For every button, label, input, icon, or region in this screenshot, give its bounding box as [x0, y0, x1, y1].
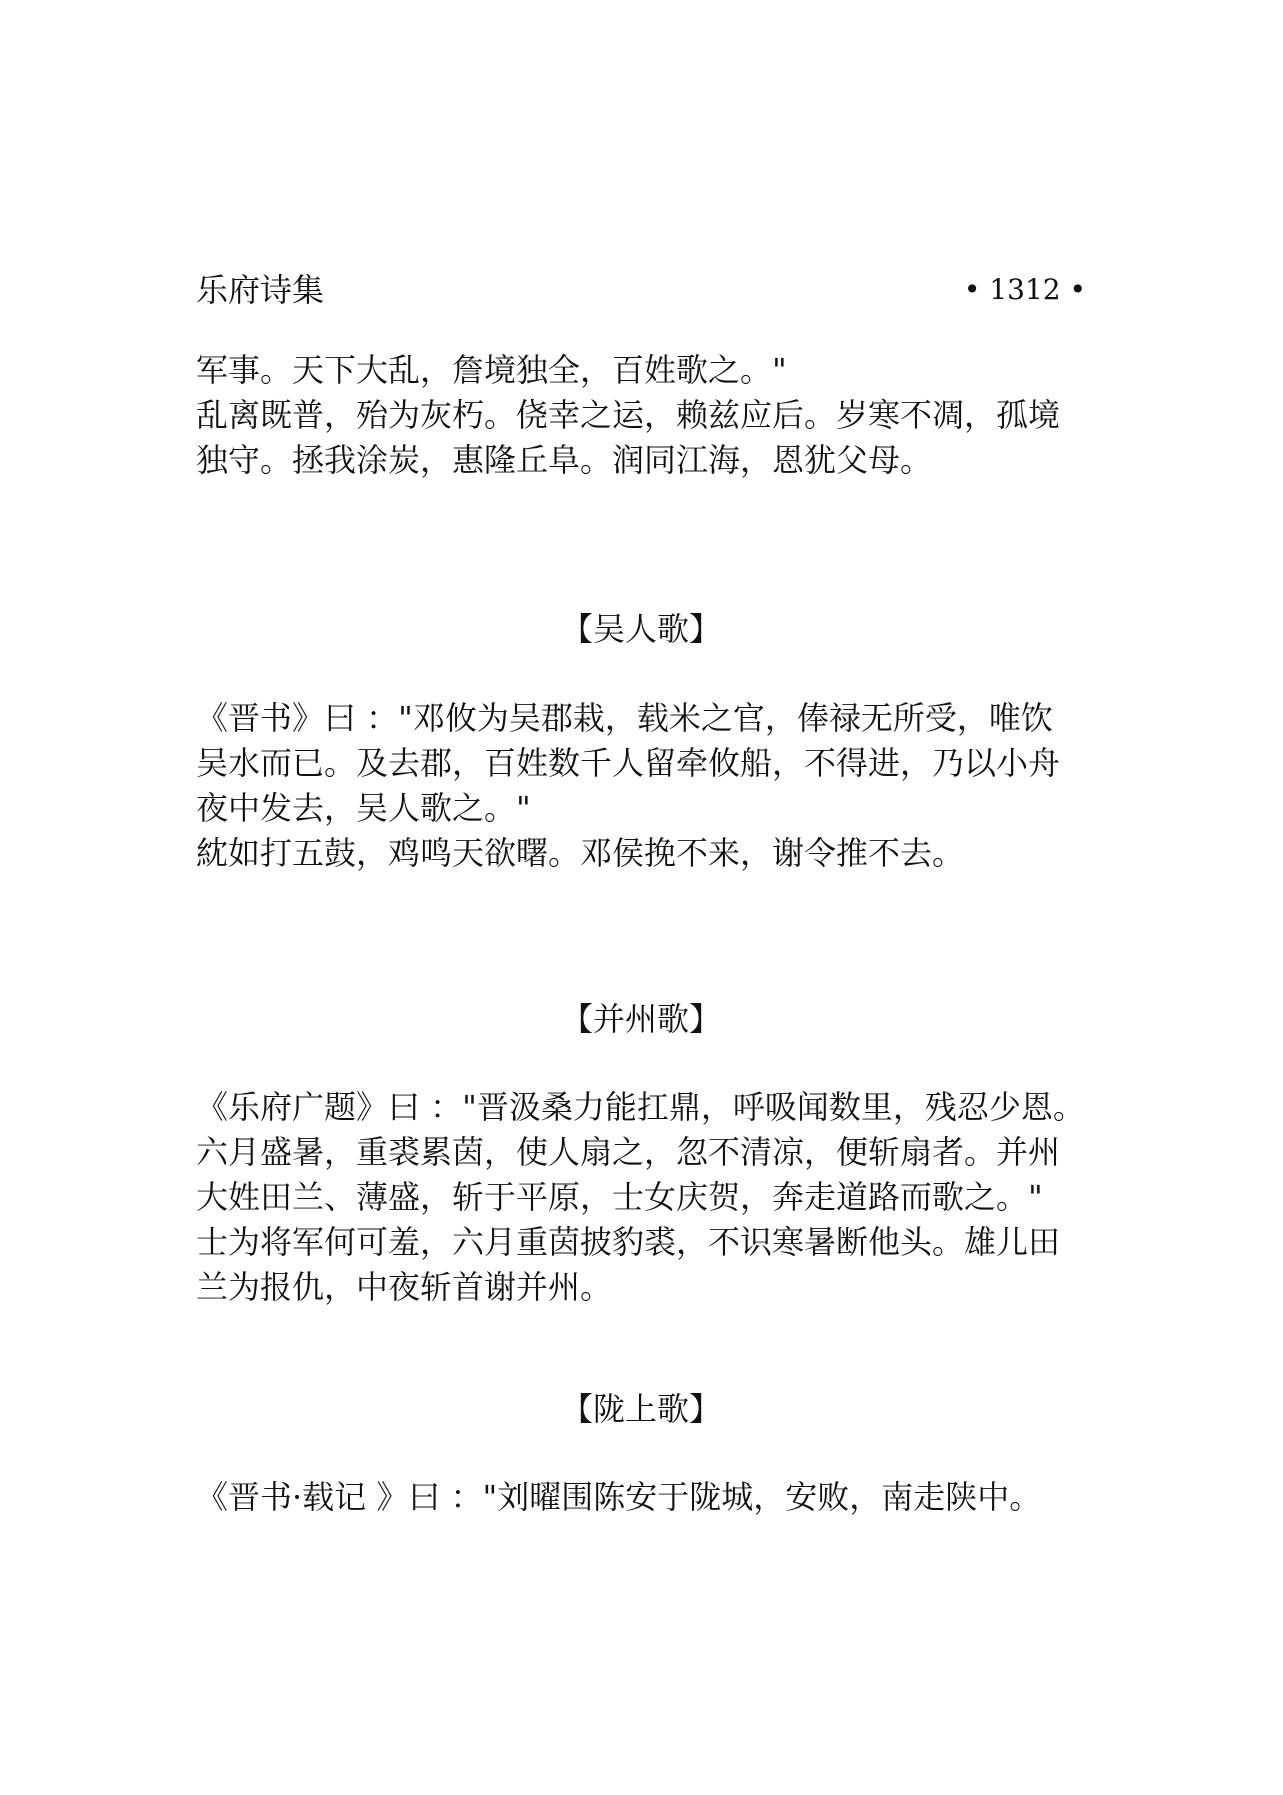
- section-title-bing-zhou-ge: 【并州歌】: [560, 1000, 721, 1038]
- section-source-wu-ren-ge: [196, 696, 1116, 876]
- source-line: 吴水而已。及去郡，百姓数千人留牵攸船，不得进，乃以小舟: [196, 744, 1061, 782]
- poem-line: 士为将军何可羞，六月重茵披豹裘，不识寒暑断他头。雄儿田: [196, 1223, 1061, 1261]
- intro-line: 独守。拯我涂炭，惠隆丘阜。润同江海，恩犹父母。: [196, 441, 933, 479]
- intro-line: 乱离既普，殆为灰朽。侥幸之运，赖兹应后。岁寒不凋，孤境: [196, 396, 1061, 434]
- poem-line: 紞如打五鼓，鸡鸣天欲曙。邓侯挽不来，谢令推不去。: [196, 834, 965, 872]
- source-line: 《晋书·载记 》曰 ："刘曜围陈安于陇城，安败，南走陕中。: [196, 1478, 1042, 1516]
- book-title: 乐府诗集: [196, 271, 325, 309]
- intro-block: [196, 348, 1116, 483]
- source-line: 夜中发去，吴人歌之。": [196, 789, 531, 827]
- source-line: 《晋书》曰 ："邓攸为吴郡栽，载米之官，俸禄无所受，唯饮: [196, 699, 1053, 737]
- source-line: 《乐府广题》曰 ："晋汲桑力能扛鼎，呼吸闻数里，残忍少恩。: [196, 1088, 1085, 1126]
- section-title-wu-ren-ge: 【吴人歌】: [560, 610, 721, 648]
- source-line: 大姓田兰、薄盛，斩于平原，士女庆贺，奔走道路而歌之。": [196, 1178, 1043, 1216]
- section-title-long-shang-ge: 【陇上歌】: [560, 1390, 721, 1428]
- intro-line: 军事。天下大乱，詹境独全，百姓歌之。": [196, 351, 787, 389]
- page-number: • 1312 •: [963, 273, 1086, 306]
- poem-line: 兰为报仇，中夜斩首谢并州。: [196, 1268, 613, 1306]
- section-source-long-shang-ge: [196, 1475, 1116, 1520]
- source-line: 六月盛暑，重裘累茵，使人扇之，忽不清凉，便斩扇者。并州: [196, 1133, 1061, 1171]
- section-source-bing-zhou-ge: [196, 1085, 1116, 1310]
- page-header: [196, 268, 1086, 312]
